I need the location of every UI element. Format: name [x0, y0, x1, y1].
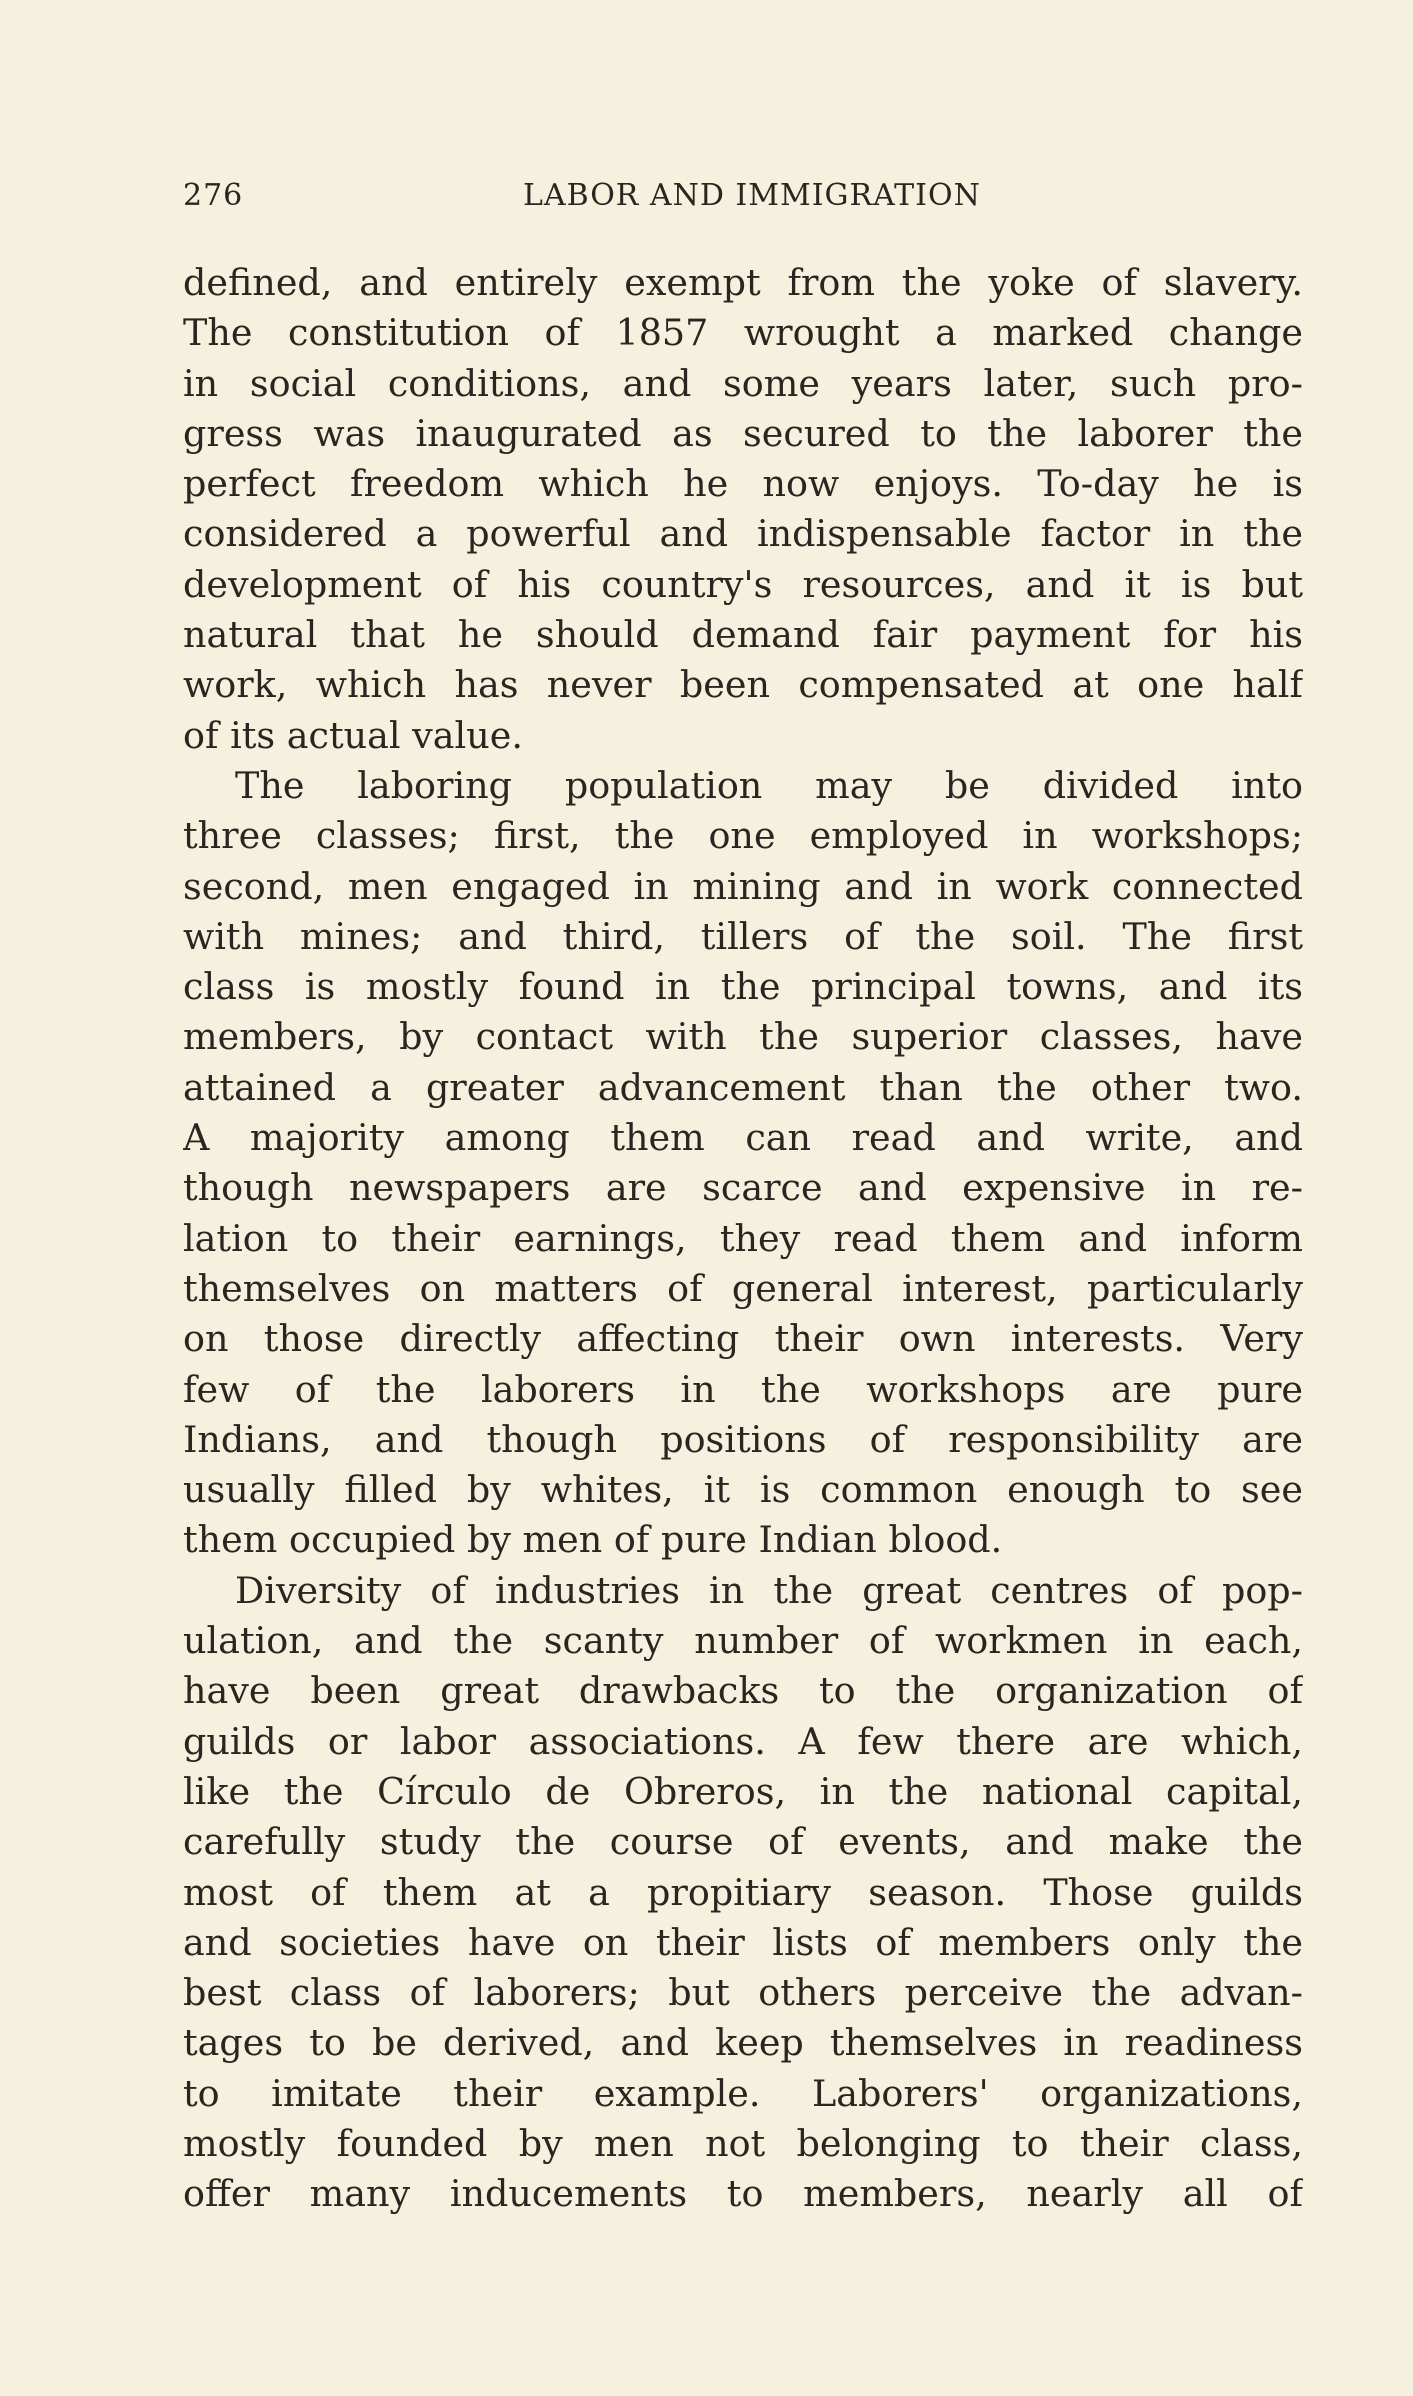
text-line: mostly founded by men not belonging to their class,: [183, 2121, 1303, 2165]
text-line: of its actual value.: [183, 713, 523, 757]
text-line: and societies have on their lists of members only the: [183, 1920, 1303, 1964]
text-line: to imitate their example. Laborers' organizations,: [183, 2071, 1303, 2115]
text-line: The constitution of 1857 wrought a marked change: [183, 311, 1303, 355]
text-line: like the Círculo de Obreros, in the national capital,: [183, 1769, 1303, 1813]
text-line: lation to their earnings, they read them and inform: [183, 1216, 1303, 1260]
text-line: three classes; first, the one employed in workshops;: [183, 814, 1303, 858]
text-line: them occupied by men of pure Indian blood.: [183, 1518, 1003, 1562]
text-line: members, by contact with the superior classes, have: [183, 1015, 1303, 1059]
text-line: best class of laborers; but others perceive the advan-: [183, 1971, 1303, 2015]
text-line: gress was inaugurated as secured to the laborer the: [183, 411, 1303, 455]
text-line: natural that he should demand fair payment for his: [183, 613, 1303, 657]
text-line: carefully study the course of events, and make the: [183, 1820, 1303, 1864]
text-line: defined, and entirely exempt from the yoke of slavery.: [183, 261, 1303, 304]
text-line: most of them at a propitiary season. Those guilds: [183, 1870, 1303, 1914]
text-line: The laboring population may be divided into: [235, 763, 1303, 807]
text-line: perfect freedom which he now enjoys. To-day he is: [183, 462, 1303, 506]
text-line: development of his country's resources, and it is but: [183, 562, 1303, 606]
text-line: guilds or labor associations. A few there are which,: [183, 1719, 1303, 1763]
text-line: tages to be derived, and keep themselves in readiness: [183, 2021, 1303, 2065]
text-line: with mines; and third, tillers of the soil. The first: [183, 914, 1303, 958]
body-text: [183, 258, 1303, 2220]
page-number: 276: [183, 178, 244, 213]
text-line: A majority among them can read and write, and: [183, 1116, 1303, 1160]
text-line: attained a greater advancement than the other two.: [183, 1065, 1303, 1109]
text-line: on those directly affecting their own interests. Very: [183, 1317, 1303, 1361]
text-line: second, men engaged in mining and in work connected: [183, 864, 1303, 908]
text-line: have been great drawbacks to the organization of: [183, 1669, 1303, 1713]
text-line: considered a powerful and indispensable factor in the: [183, 512, 1303, 556]
running-head: [183, 178, 1303, 218]
running-title: LABOR AND IMMIGRATION: [523, 178, 981, 213]
text-line: usually filled by whites, it is common enough to see: [183, 1468, 1303, 1512]
text-line: Diversity of industries in the great centres of pop-: [235, 1568, 1303, 1612]
text-line: ulation, and the scanty number of workmen in each,: [183, 1619, 1303, 1663]
text-line: though newspapers are scarce and expensive in re-: [183, 1166, 1303, 1210]
text-line: class is mostly found in the principal towns, and its: [183, 965, 1303, 1009]
text-line: few of the laborers in the workshops are pure: [183, 1367, 1303, 1411]
text-line: Indians, and though positions of responsibility are: [183, 1417, 1303, 1461]
text-line: in social conditions, and some years later, such pro-: [183, 361, 1303, 405]
text-line: themselves on matters of general interest, particularly: [183, 1266, 1303, 1310]
text-line: offer many inducements to members, nearly all of: [183, 2172, 1303, 2216]
text-line: work, which has never been compensated at one half: [183, 663, 1303, 707]
